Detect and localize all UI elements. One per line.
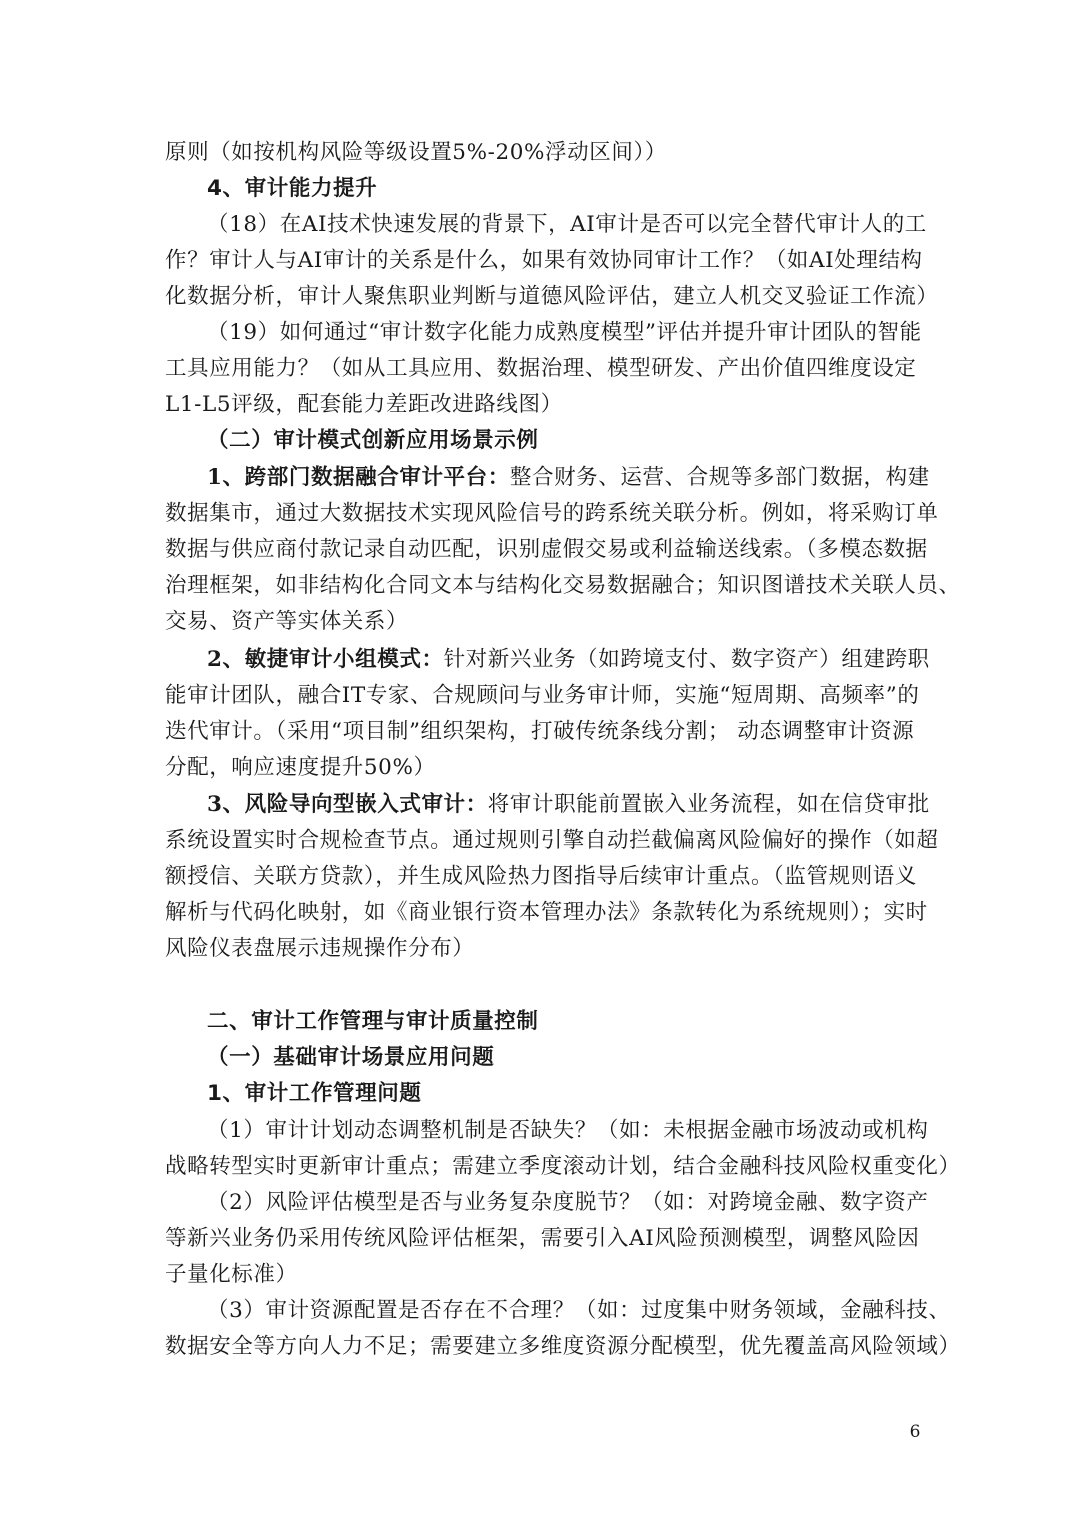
paragraph-line: 数据与供应商付款记录自动匹配，识别虚假交易或利益输送线索。（多模态数据 xyxy=(165,537,928,562)
item-title: 2、敏捷审计小组模式： xyxy=(207,647,444,672)
paragraph-line: （3）审计资源配置是否存在不合理？（如：过度集中财务领域，金融科技、 xyxy=(207,1298,951,1323)
paragraph-line: 战略转型实时更新审计重点；需建立季度滚动计划，结合金融科技风险权重变化） xyxy=(165,1154,961,1179)
paragraph-line: 交易、资产等实体关系） xyxy=(165,609,409,634)
paragraph-line: 治理框架，如非结构化合同文本与结构化交易数据融合；知识图谱技术关联人员、 xyxy=(165,573,961,598)
page-number: 6 xyxy=(909,1422,921,1442)
subsection-heading: 4、审计能力提升 xyxy=(207,176,378,201)
paragraph-line: （1）审计计划动态调整机制是否缺失？（如：未根据金融市场波动或机构 xyxy=(207,1118,929,1143)
paragraph-line: 数据安全等方向人力不足；需要建立多维度资源分配模型，优先覆盖高风险领域） xyxy=(165,1334,961,1359)
paragraph-line xyxy=(207,463,930,493)
paragraph-line: 子量化标准） xyxy=(165,1262,298,1287)
paragraph-line: 数据集市，通过大数据技术实现风险信号的跨系统关联分析。例如，将采购订单 xyxy=(165,501,939,526)
item-text: 将审计职能前置嵌入业务流程，如在信贷审批 xyxy=(487,792,930,817)
paragraph-line: 风险仪表盘展示违规操作分布） xyxy=(165,936,475,961)
paragraph-line: 迭代审计。（采用“项目制”组织架构，打破传统条线分割； 动态调整审计资源 xyxy=(165,719,915,744)
item-title: 3、风险导向型嵌入式审计： xyxy=(207,792,488,817)
paragraph-line: L1-L5评级，配套能力差距改进路线图） xyxy=(165,392,563,417)
section-heading: （二）审计模式创新应用场景示例 xyxy=(207,428,539,453)
paragraph-line: （18）在AI技术快速发展的背景下，AI审计是否可以完全替代审计人的工 xyxy=(207,212,927,237)
paragraph-line xyxy=(207,645,930,675)
item-text: 针对新兴业务（如跨境支付、数字资产）组建跨职 xyxy=(443,647,930,672)
paragraph-line: 原则（如按机构风险等级设置5%-20%浮动区间）） xyxy=(165,140,667,165)
paragraph-line: 解析与代码化映射，如《商业银行资本管理办法》条款转化为系统规则）；实时 xyxy=(165,900,928,925)
paragraph-line: 额授信、关联方贷款），并生成风险热力图指导后续审计重点。（监管规则语义 xyxy=(165,864,918,889)
paragraph-line: 系统设置实时合规检查节点。通过规则引擎自动拦截偏离风险偏好的操作（如超 xyxy=(165,828,939,853)
paragraph-line: 能审计团队，融合IT专家、合规顾问与业务审计师，实施“短周期、高频率”的 xyxy=(165,683,920,708)
paragraph-line: 化数据分析，审计人聚焦职业判断与道德风险评估，建立人机交叉验证工作流） xyxy=(165,284,939,309)
paragraph-line: （2）风险评估模型是否与业务复杂度脱节？（如：对跨境金融、数字资产 xyxy=(207,1190,929,1215)
paragraph-line xyxy=(207,790,930,820)
paragraph-line: 作？审计人与AI审计的关系是什么，如果有效协同审计工作？（如AI处理结构 xyxy=(165,248,923,273)
subsection-heading: 1、审计工作管理问题 xyxy=(207,1081,422,1106)
paragraph-line: 等新兴业务仍采用传统风险评估框架，需要引入AI风险预测模型，调整风险因 xyxy=(165,1226,920,1251)
paragraph-line: （19）如何通过“审计数字化能力成熟度模型”评估并提升审计团队的智能 xyxy=(207,320,922,345)
item-text: 整合财务、运营、合规等多部门数据，构建 xyxy=(509,465,930,490)
paragraph-line: 分配，响应速度提升50%） xyxy=(165,755,436,780)
paragraph-line: 工具应用能力？（如从工具应用、数据治理、模型研发、产出价值四维度设定 xyxy=(165,356,917,381)
chapter-heading: 二、审计工作管理与审计质量控制 xyxy=(207,1009,539,1034)
section-heading: （一）基础审计场景应用问题 xyxy=(207,1045,495,1070)
item-title: 1、跨部门数据融合审计平台： xyxy=(207,465,510,490)
